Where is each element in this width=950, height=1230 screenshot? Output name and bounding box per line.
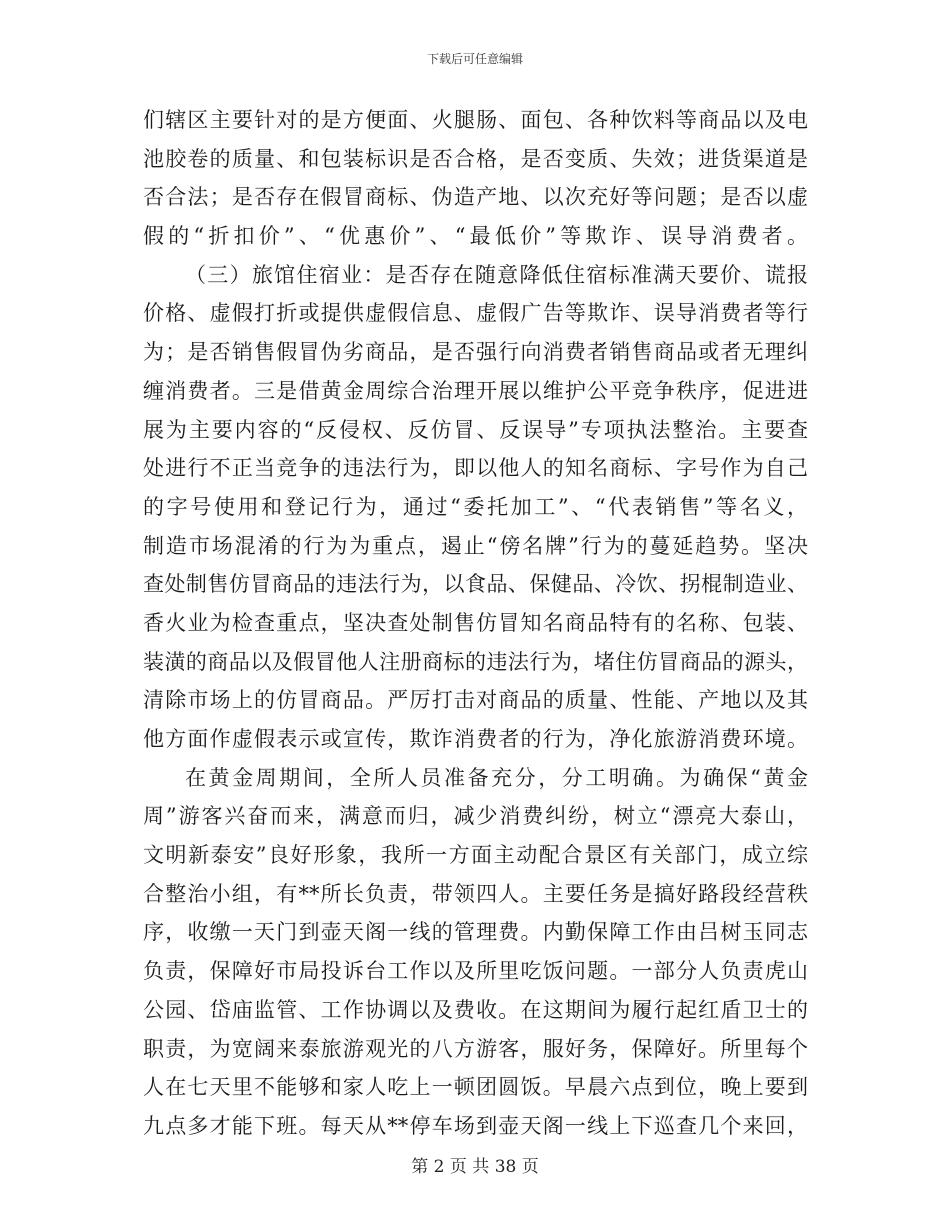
text-line: 九点多才能下班。每天从**停车场到壶天阁一线上下巡查几个来回， [143,1113,808,1138]
text-line: 否合法；是否存在假冒商标、伪造产地、以次充好等问题；是否以虚 [143,185,808,210]
page-header: 下载后可任意编辑 [426,52,523,66]
text-line: （三）旅馆住宿业：是否存在随意降低住宿标准满天要价、谎报 [185,262,808,287]
text-line: 香火业为检查重点，坚决查处制售仿冒知名商品特有的名称、包装、 [143,610,808,635]
text-line: 公园、岱庙监管、工作协调以及费收。在这期间为履行起红盾卫士的 [143,997,808,1022]
paragraph [143,256,808,759]
page-number: 第 2 页 共 38 页 [411,1157,539,1177]
text-line: 查处制售仿冒商品的违法行为，以食品、保健品、冷饮、拐棍制造业、 [143,572,808,597]
text-line: 价格、虚假打折或提供虚假信息、虚假广告等欺诈、误导消费者等行 [143,301,808,326]
text-line: 周”游客兴奋而来，满意而归，减少消费纠纷，树立“漂亮大泰山， [143,804,808,829]
document-body [143,101,808,1146]
text-line: 的字号使用和登记行为，通过“委托加工”、“代表销售”等名义， [143,494,808,519]
text-line: 制造市场混淆的行为为重点，遏止“傍名牌”行为的蔓延趋势。坚决 [143,533,808,558]
text-line: 假的“折扣价”、“优惠价”、“最低价”等欺诈、误导消费者。 [143,224,808,249]
text-line: 池胶卷的质量、和包装标识是否合格，是否变质、失效；进货渠道是 [143,146,808,171]
text-line: 文明新泰安”良好形象，我所一方面主动配合景区有关部门，成立综 [143,843,808,868]
text-line: 缠消费者。三是借黄金周综合治理开展以维护公平竞争秩序，促进进 [143,378,808,403]
text-line: 职责，为宽阔来泰旅游观光的八方游客，服好务，保障好。所里每个 [143,1036,808,1061]
text-line: 处进行不正当竞争的违法行为，即以他人的知名商标、字号作为自己 [143,456,808,481]
text-line: 为；是否销售假冒伪劣商品，是否强行向消费者销售商品或者无理纠 [143,340,808,365]
text-line: 在黄金周期间，全所人员准备充分，分工明确。为确保“黄金 [185,765,808,790]
text-line: 清除市场上的仿冒商品。严厉打击对商品的质量、性能、产地以及其 [143,688,808,713]
text-line: 他方面作虚假表示或宣传，欺诈消费者的行为，净化旅游消费环境。 [143,727,808,751]
text-line: 合整治小组，有**所长负责，带领四人。主要任务是搞好路段经营秩 [143,881,808,906]
text-line: 们辖区主要针对的是方便面、火腿肠、面包、各种饮料等商品以及电 [143,108,808,132]
text-line: 负责，保障好市局投诉台工作以及所里吃饭问题。一部分人负责虎山 [143,959,808,984]
paragraph [143,759,808,1146]
paragraph [143,101,808,256]
text-line: 人在七天里不能够和家人吃上一顿团圆饭。早晨六点到位，晚上要到 [143,1075,808,1100]
text-line: 序，收缴一天门到壶天阁一线的管理费。内勤保障工作由吕树玉同志 [143,920,808,945]
text-line: 展为主要内容的“反侵权、反仿冒、反误导”专项执法整治。主要查 [143,417,808,442]
text-line: 装潢的商品以及假冒他人注册商标的违法行为，堵住仿冒商品的源头， [143,649,808,674]
